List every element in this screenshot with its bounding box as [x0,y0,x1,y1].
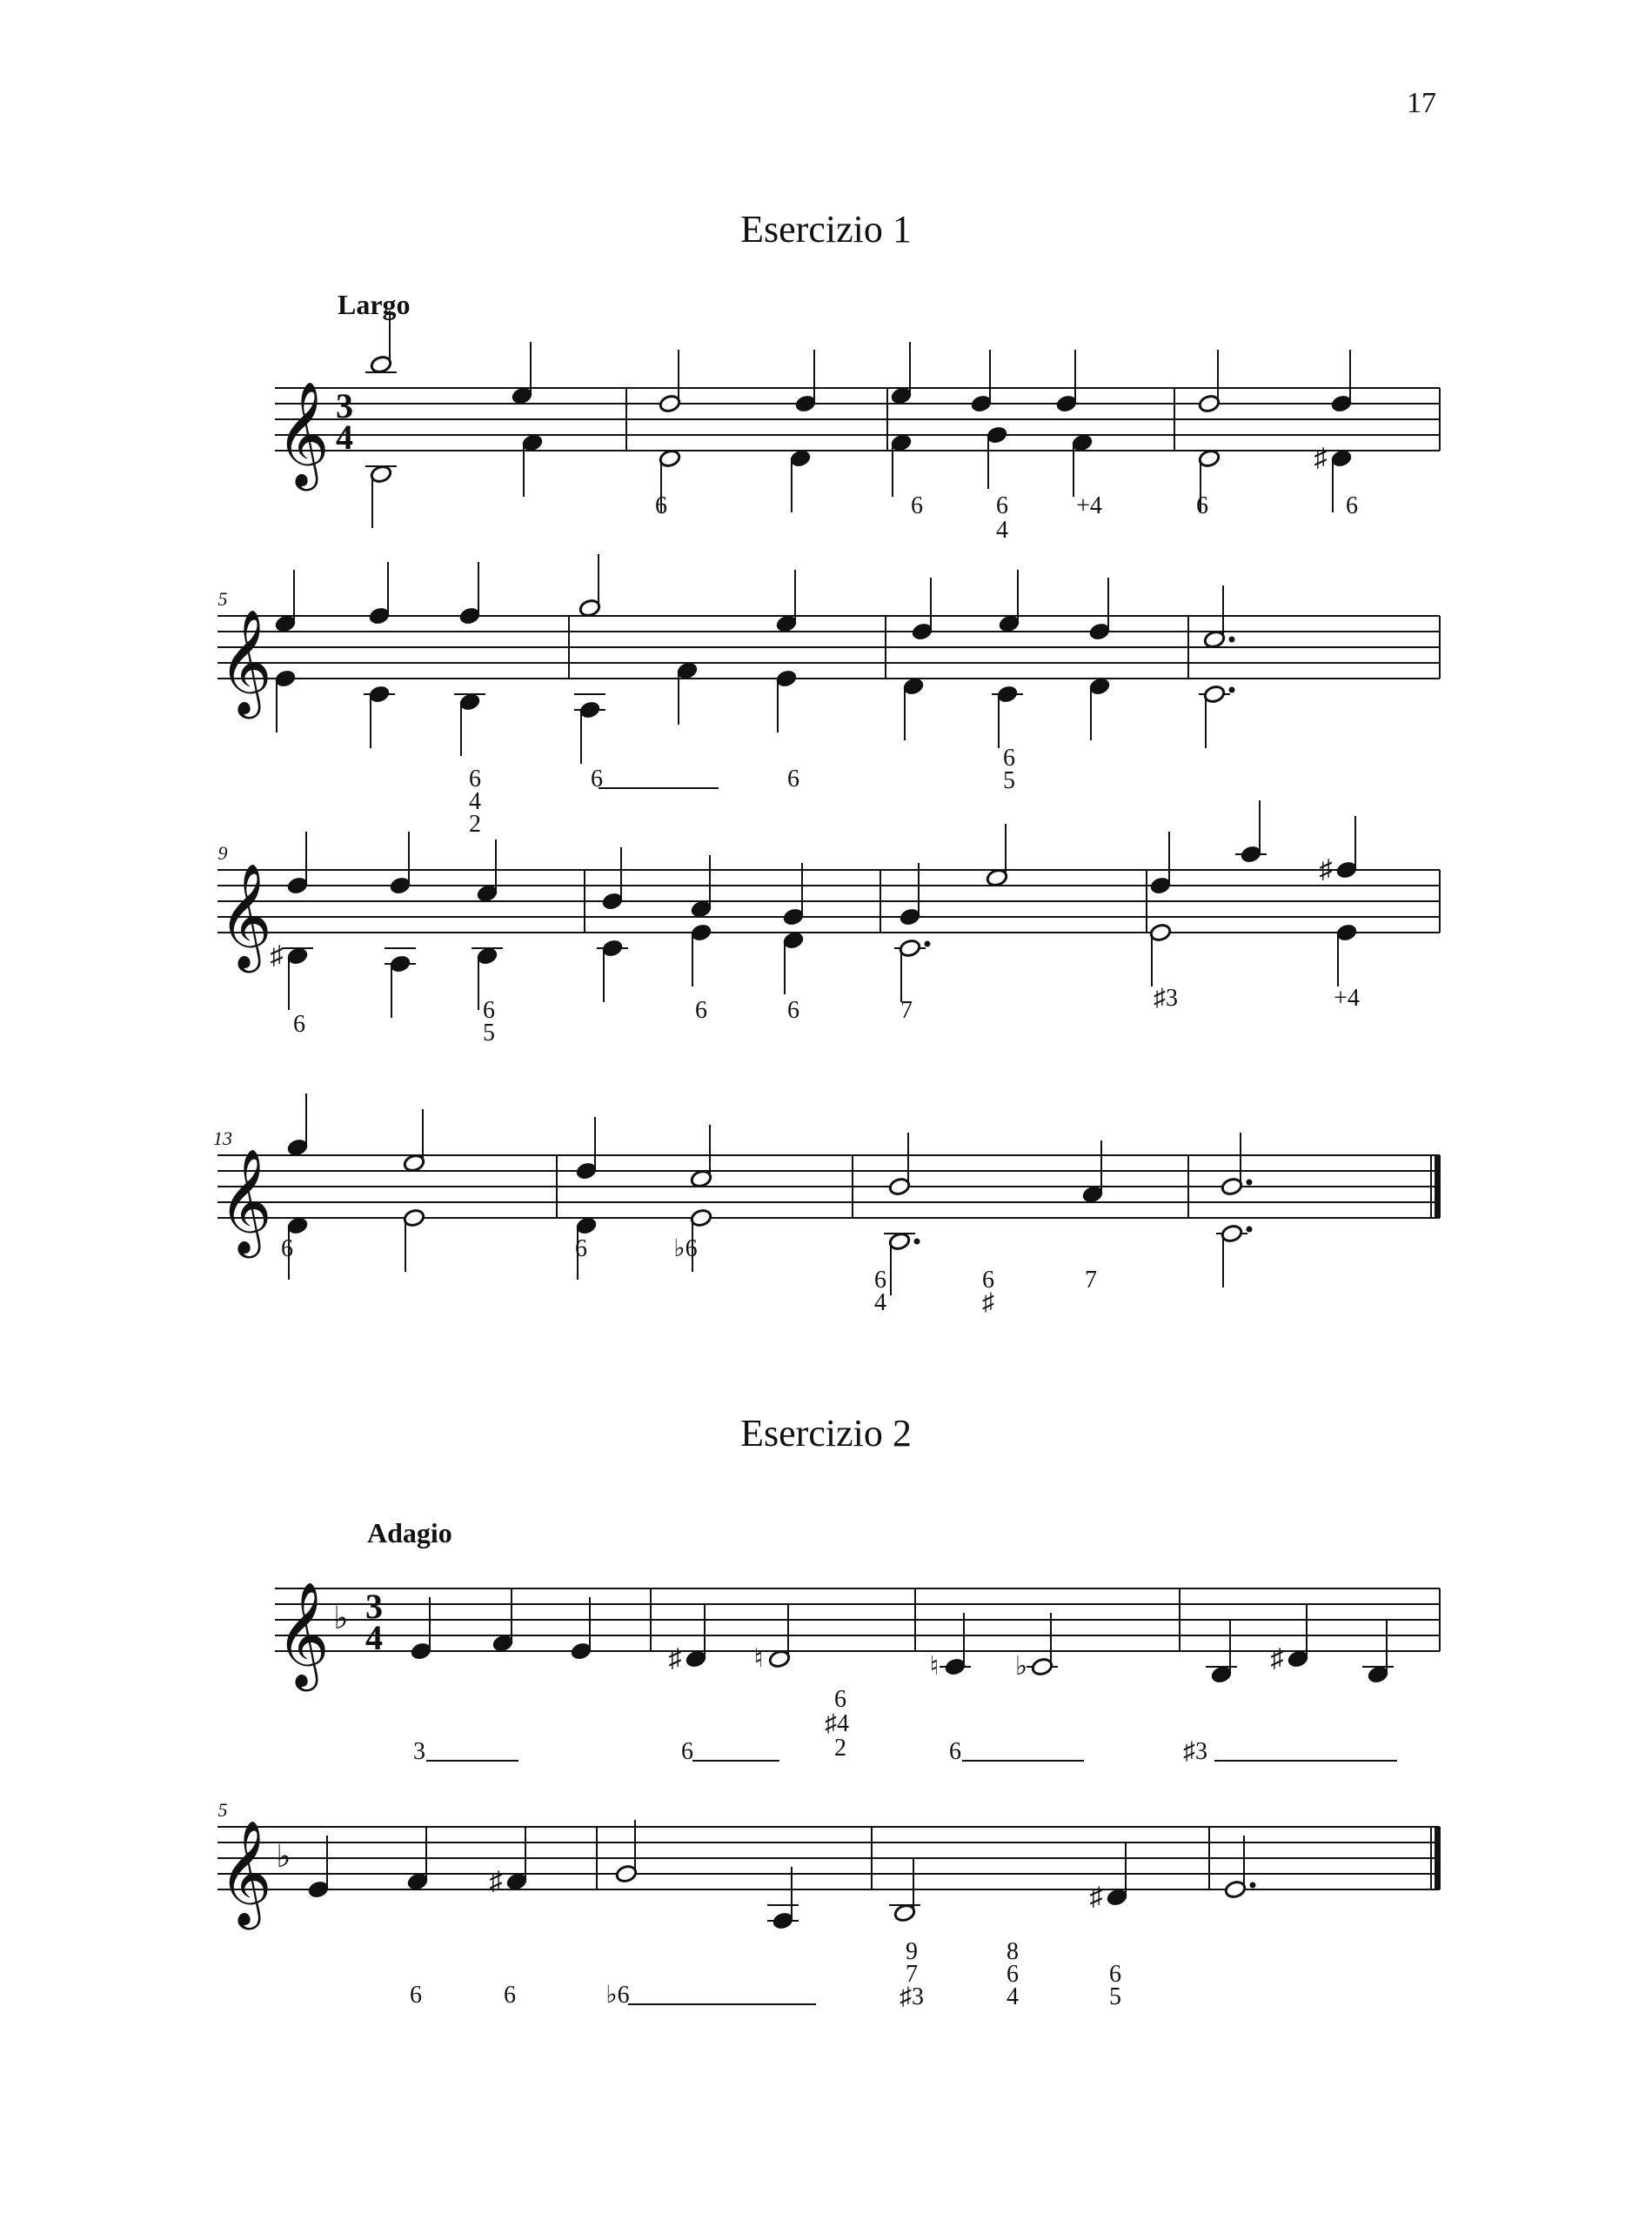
final-barline [1435,1155,1441,1218]
bass-note [884,1232,920,1295]
bass-note [570,1597,592,1661]
figured-bass-numeral: 6 [787,997,799,1024]
figured-bass-numeral: 6 [655,492,667,519]
bass-note [403,1208,425,1272]
figured-bass-numeral: 6 [575,1235,587,1262]
soprano-note [659,350,681,413]
figured-bass-numeral: ♭6 [673,1235,698,1262]
flat-accidental: ♭ [1014,1652,1028,1681]
figured-bass-numeral: 6 [1003,745,1015,772]
figured-bass-numeral: 6 [410,1982,422,2009]
soprano-note [1235,800,1267,864]
soprano-note [690,1125,712,1188]
bass-note [889,1859,920,1923]
soprano-note [911,578,933,641]
figured-bass-numeral: 6 [681,1738,693,1765]
bass-note [676,661,699,725]
figured-bass-numeral: 6 [996,492,1008,519]
figured-bass-numeral: 6 [469,766,481,792]
bass-note [385,948,416,1018]
soprano-note [1203,585,1235,649]
soprano-note [986,824,1008,887]
soprano-note [1335,816,1358,879]
exercise-2-title: Esercizio 2 [740,1412,912,1455]
soprano-note [511,342,533,405]
figured-bass-numeral: 2 [834,1735,846,1762]
natural-accidental: ♮ [929,1652,940,1681]
bass-note [406,1828,429,1891]
figured-bass-numeral: ♭6 [605,1982,630,2009]
treble-clef-icon: 𝄞 [218,1152,272,1252]
bass-note [768,1605,791,1669]
figured-bass-numeral: 7 [900,997,913,1024]
figured-bass-numeral: +4 [1334,985,1360,1012]
bass-note [902,677,925,740]
soprano-note [690,855,712,919]
time-signature-bottom: 4 [365,1618,383,1657]
bass-note [1149,923,1172,986]
sharp-accidental: ♯ [1319,855,1333,884]
bass-note [615,1820,638,1883]
soprano-note [1055,350,1078,413]
figured-bass-numeral: 6 [834,1686,846,1713]
bass-note [364,685,395,748]
soprano-note [403,1109,425,1173]
measure-number: 5 [217,1799,228,1821]
soprano-note [368,562,391,625]
soprano-note [899,863,921,926]
figured-bass-numeral: ♯4 [825,1710,849,1737]
figured-bass-numeral: 6 [949,1738,961,1765]
figured-bass-numeral: 9 [906,1938,918,1965]
sharp-accidental: ♯ [668,1644,682,1673]
soprano-note [890,342,913,405]
bass-note [521,433,544,497]
measure-number: 5 [217,588,228,610]
bass-note [1199,685,1235,748]
figured-bass-numeral: 6 [1109,1961,1121,1988]
bass-note [410,1597,432,1661]
soprano-note [476,839,498,903]
final-barline [1435,1827,1441,1889]
figured-bass-numeral: 6 [504,1982,516,2009]
figured-bass-numeral: 6 [483,997,495,1024]
figured-bass-numeral: 2 [469,811,481,838]
soprano-note [794,350,817,413]
time-signature-top: 3 [365,1587,383,1626]
figured-bass-numeral: ♯3 [900,1983,924,2010]
dot [1247,1180,1253,1186]
soprano-note [579,554,601,618]
dot [925,941,931,947]
bass-note [940,1613,971,1676]
bass-note [1088,677,1111,740]
figured-bass-numeral: 5 [483,1020,495,1047]
figured-bass-numeral: 6 [293,1011,305,1038]
dot [1250,1883,1256,1889]
sharp-accidental: ♯ [1089,1883,1103,1911]
sharp-accidental: ♯ [1314,444,1328,472]
bass-note [782,931,805,994]
figured-bass-numeral: 6 [695,997,707,1024]
soprano-note [575,1117,598,1180]
figured-bass-numeral: 4 [1007,1983,1019,2010]
figured-bass-numeral: 6 [1346,492,1358,519]
treble-clef-icon: 𝄞 [218,1823,272,1923]
bass-note [1027,1613,1058,1676]
soprano-note [888,1133,911,1196]
soprano-note [1088,578,1111,641]
bass-note [1216,1224,1253,1287]
time-signature-bottom: 4 [336,418,353,457]
bass-note [986,425,1008,489]
figured-bass-numeral: 4 [469,788,481,815]
bass-note [454,692,485,756]
figured-bass-numeral: 6 [982,1267,994,1294]
measure-number: 9 [217,842,228,864]
figured-bass-numeral: 3 [413,1738,425,1765]
time-signature-top: 3 [336,386,353,425]
bass-note [1362,1621,1394,1684]
bass-note [690,923,712,986]
bass-note [365,465,397,528]
bass-note [1335,923,1358,986]
figured-bass-numeral: 6 [1196,492,1208,519]
figured-bass-numeral: ♯ [982,1289,994,1316]
soprano-note [1330,350,1353,413]
bass-note [307,1836,330,1899]
figured-bass-numeral: 5 [1109,1983,1121,2010]
treble-clef-icon: 𝄞 [276,385,330,485]
soprano-note [286,1093,309,1157]
figured-bass-numeral: 6 [1007,1961,1019,1988]
figured-bass-numeral: ♯3 [1183,1738,1207,1765]
labels [213,384,1397,2010]
sharp-accidental: ♯ [270,941,284,970]
soprano-note [1081,1140,1104,1204]
natural-accidental: ♮ [753,1644,764,1673]
figured-bass-numeral: 4 [874,1289,886,1316]
figured-bass-numeral: 4 [996,517,1008,544]
figured-bass-numeral: 7 [1085,1267,1097,1294]
dot [1229,687,1235,693]
bass-note [1287,1605,1309,1669]
figured-bass-numeral: 8 [1007,1938,1019,1965]
bass-note [685,1605,707,1669]
figured-bass-numeral: +4 [1076,492,1102,519]
figured-bass-numeral: 7 [906,1961,918,1988]
bass-note [789,449,812,512]
soprano-note [274,570,297,633]
bass-note [775,669,798,732]
exercise-1-tempo: Largo [338,289,411,320]
soprano-note [998,570,1020,633]
figured-bass-numeral: 6 [281,1235,293,1262]
dot [1247,1227,1253,1233]
soprano-note [1198,350,1221,413]
figured-bass-numeral: ♯3 [1154,985,1178,1012]
figured-bass-numeral: 6 [911,492,923,519]
bass-note [1206,1621,1237,1684]
bass-note [282,946,313,1010]
bass-note [894,939,931,1002]
bass-note [597,939,628,1002]
page-number: 17 [1407,87,1436,119]
figured-bass-numeral: 6 [591,766,603,792]
bass-note [1071,433,1094,497]
soprano-note [601,847,624,911]
soprano-note [286,832,309,895]
bass-note [274,669,297,732]
sharp-accidental: ♯ [489,1867,503,1896]
key-signature-flat: ♭ [333,1601,349,1635]
key-signature-flat: ♭ [276,1839,291,1874]
soprano-note [775,570,798,633]
bass-note [492,1589,514,1653]
soprano-note [782,863,805,926]
measure-number: 13 [213,1127,232,1149]
figured-bass-numeral: 6 [787,766,799,792]
treble-clef-icon: 𝄞 [276,1585,330,1685]
bass-note [505,1828,528,1891]
treble-clef-icon: 𝄞 [218,612,272,712]
bass-note [767,1867,799,1930]
staves [217,388,1441,1889]
bass-note [1106,1843,1128,1907]
soprano-note [365,311,397,374]
soprano-note [1149,832,1172,895]
bass-note [890,433,913,497]
bass-note [992,685,1023,748]
figured-bass-numeral: 5 [1003,767,1015,794]
figured-bass-numeral: 6 [874,1267,886,1294]
treble-clef-icon: 𝄞 [218,866,272,966]
bass-note [574,694,605,764]
exercise-2-tempo: Adagio [367,1517,452,1548]
soprano-note [458,562,481,625]
dot [1229,637,1235,643]
soprano-note [970,350,993,413]
exercise-1-title: Esercizio 1 [740,208,912,251]
soprano-note [389,832,411,895]
sharp-accidental: ♯ [1270,1644,1284,1673]
dot [914,1239,920,1245]
